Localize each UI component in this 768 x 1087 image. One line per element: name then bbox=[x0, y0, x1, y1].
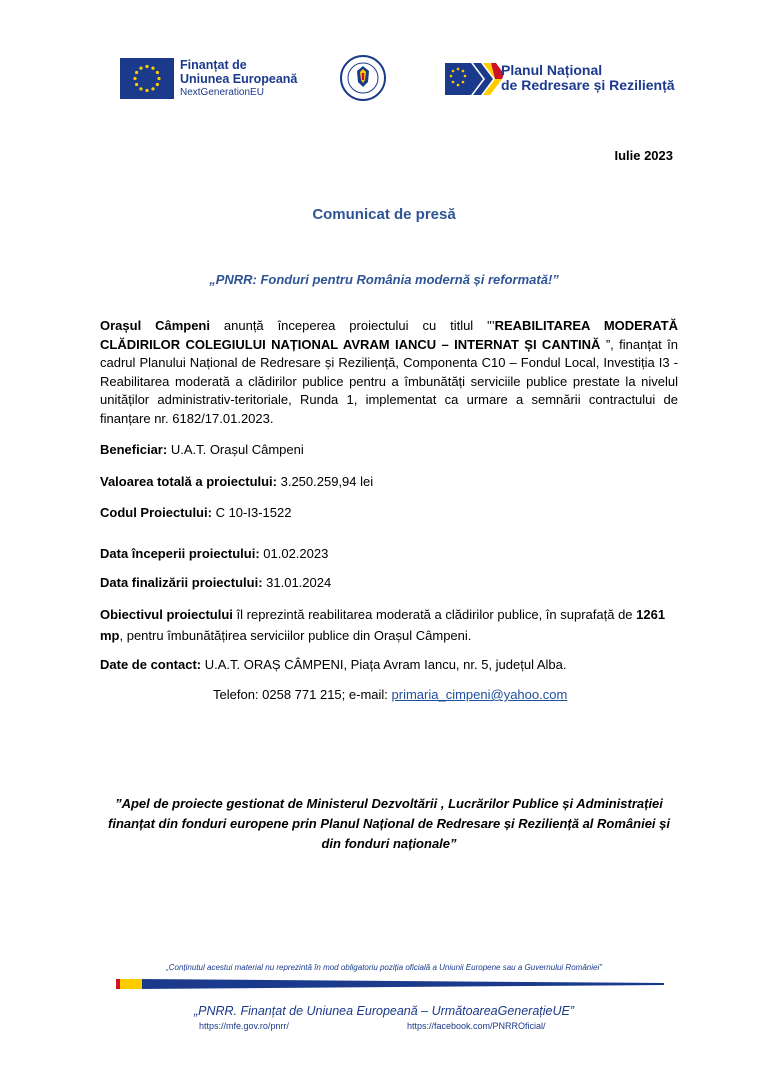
document-date: Iulie 2023 bbox=[614, 148, 673, 163]
eu-logo-line1: Finanțat de bbox=[180, 58, 247, 72]
intro-text2: ”, finanțat în cadrul Planului Național de Redresare și Reziliență, Componenta C10 – Fondul Local, Investiția I3 - Reabilitarea moderată a clădirilor publice pentru a îmbunătăți serviciile publice prestate la nivelul unităților administrativ-teritoriale, Runda 1, implementat ca urmare a semnării contractului de finanțare nr. 6182/17.01.2023. bbox=[100, 336, 679, 426]
eu-star-icon bbox=[145, 65, 148, 68]
eu-star-icon bbox=[145, 89, 148, 92]
page-title: Comunicat de presă bbox=[312, 206, 456, 223]
eu-star-icon bbox=[151, 67, 154, 70]
field-data-finalizarii bbox=[100, 574, 331, 592]
field-label: Data începerii proiectului: bbox=[100, 546, 260, 561]
contact-phone-email bbox=[213, 687, 567, 702]
field-data-inceperii bbox=[100, 545, 328, 563]
eu-star-icon bbox=[156, 83, 159, 86]
contact-address bbox=[100, 656, 567, 674]
intro-paragraph bbox=[100, 317, 678, 428]
objective-paragraph bbox=[100, 604, 678, 646]
romanian-government-seal-icon bbox=[339, 54, 387, 102]
field-label: Valoarea totală a proiectului: bbox=[100, 474, 277, 489]
objective-text2: , pentru îmbunătățirea serviciilor publice din Orașul Câmpeni. bbox=[119, 628, 472, 643]
field-label: Data finalizării proiectului: bbox=[100, 575, 263, 590]
contact-phone: Telefon: 0258 771 215; e-mail: bbox=[213, 687, 392, 702]
funding-appeal-text: ”Apel de proiecte gestionat de Ministerul Dezvoltării , Lucrărilor Publice și Administrației finanțat din fonduri europene prin Planul Național de Redresare și Reziliență al României și din fonduri naționale” bbox=[108, 796, 670, 851]
field-cod bbox=[100, 504, 291, 522]
eu-star-icon bbox=[156, 71, 159, 74]
contact-value: U.A.T. ORAȘ CÂMPENI, Piața Avram Iancu, nr. 5, județul Alba. bbox=[201, 657, 567, 672]
pnrr-logo-line1: Planul Național bbox=[501, 62, 603, 78]
eu-star-icon bbox=[135, 71, 138, 74]
field-value: U.A.T. Orașul Câmpeni bbox=[167, 442, 304, 457]
contact-label: Date de contact: bbox=[100, 657, 202, 672]
intro-text1: anunță începerea proiectului cu titlul "’ bbox=[210, 318, 495, 333]
pnrr-logo-line2: de Redresare și Reziliență bbox=[501, 77, 675, 93]
eu-star-icon bbox=[139, 67, 142, 70]
eu-star-icon bbox=[133, 77, 136, 80]
footer-disclaimer: „Conținutul acestui material nu reprezintă în mod obligatoriu poziția oficială a Uniunii Europene sau a Guvernului României” bbox=[166, 963, 602, 972]
field-value: 01.02.2023 bbox=[259, 546, 329, 561]
project-title: REABILITAREA MODERATĂ CLĂDIRILOR COLEGIULUI NAȚIONAL AVRAM IANCU – INTERNAT ȘI CANTINĂ bbox=[100, 318, 678, 352]
eu-star-icon bbox=[139, 87, 142, 90]
eu-star-icon bbox=[151, 87, 154, 90]
field-value: C 10-I3-1522 bbox=[211, 505, 292, 520]
intro-subject: Orașul Câmpeni bbox=[100, 318, 210, 333]
press-subtitle: „PNRR: Fonduri pentru România modernă și reformată!” bbox=[209, 272, 559, 287]
field-value: 3.250.259,94 lei bbox=[277, 474, 374, 489]
eu-star-icon bbox=[157, 77, 160, 80]
field-beneficiar bbox=[100, 441, 304, 459]
eu-logo-line3: NextGenerationEU bbox=[180, 87, 264, 98]
eu-logo-line2: Uniunea Europeană bbox=[180, 72, 298, 86]
objective-text1: îl reprezintă reabilitarea moderată a clădirilor publice, în suprafață de bbox=[232, 607, 637, 622]
footer-link-mfe[interactable]: https://mfe.gov.ro/pnrr/ bbox=[199, 1021, 289, 1031]
field-valoare bbox=[100, 473, 373, 491]
footer-flag-bar bbox=[116, 977, 664, 991]
objective-label: Obiectivul proiectului bbox=[100, 607, 233, 622]
footer-slogan: „PNRR. Finanțat de Uniunea Europeană – UrmătoareaGenerațieUE” bbox=[193, 1004, 575, 1018]
field-value: 31.01.2024 bbox=[262, 575, 332, 590]
email-link[interactable]: primaria_cimpeni@yahoo.com bbox=[391, 687, 568, 702]
field-label: Codul Proiectului: bbox=[100, 505, 212, 520]
pnrr-flag-logo-icon bbox=[443, 60, 505, 98]
eu-funding-logo-text bbox=[180, 58, 297, 99]
objective-area: 1261 mp bbox=[100, 607, 666, 643]
field-label: Beneficiar: bbox=[100, 442, 168, 457]
footer-link-facebook[interactable]: https://facebook.com/PNRROficial/ bbox=[407, 1021, 546, 1031]
pnrr-logo-text bbox=[501, 63, 675, 93]
eu-flag-icon bbox=[120, 58, 174, 99]
eu-star-icon bbox=[135, 83, 138, 86]
